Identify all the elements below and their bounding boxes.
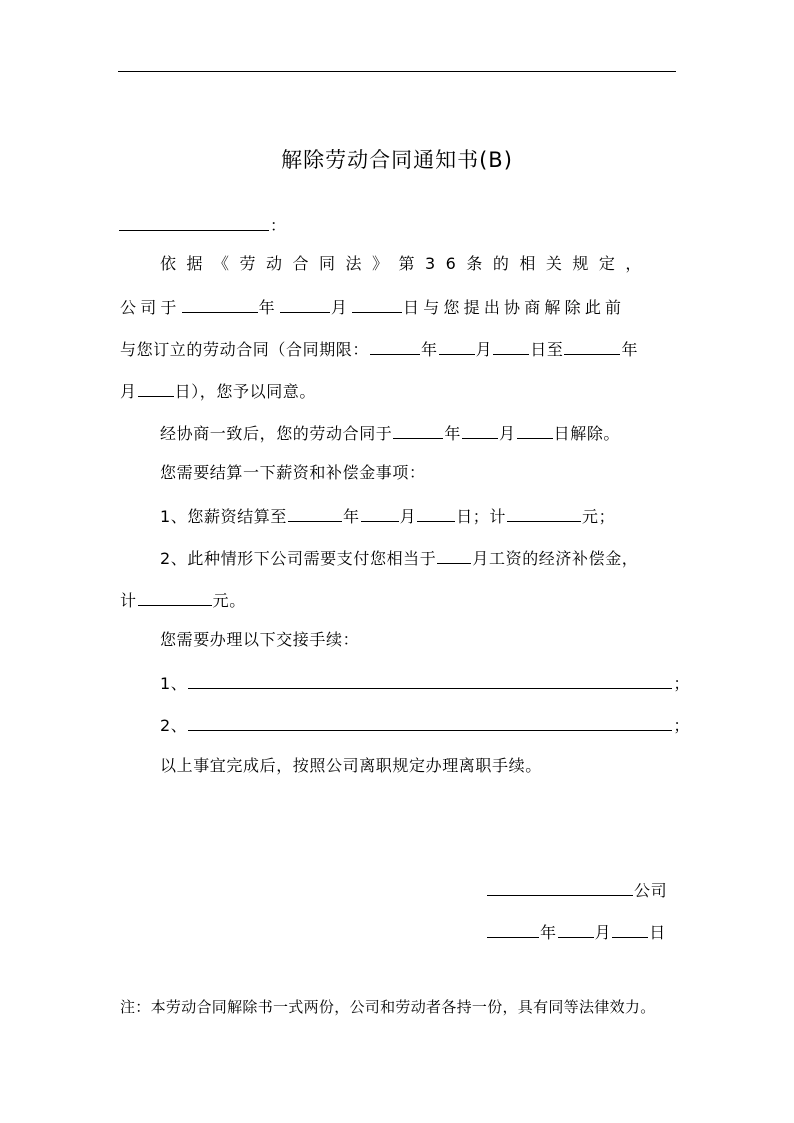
blank-sign-month[interactable] <box>558 921 594 938</box>
addressee-line[interactable]: ： <box>118 214 287 236</box>
blank-agree-month[interactable] <box>280 296 330 313</box>
item2-amount-line: 计 元。 <box>120 591 246 610</box>
blank-term-start-year[interactable] <box>370 338 420 355</box>
blank-term-start-day[interactable] <box>493 338 529 355</box>
blank-termination-month[interactable] <box>462 422 498 439</box>
para3-settlement-heading: 您需要结算一下薪资和补偿金事项： <box>160 463 426 482</box>
blank-handover-2[interactable] <box>188 714 672 731</box>
addressee-blank[interactable] <box>119 214 269 231</box>
blank-compensation-amount[interactable] <box>138 589 212 606</box>
blank-termination-day[interactable] <box>517 422 553 439</box>
blank-handover-1[interactable] <box>188 672 672 689</box>
blank-salary-amount[interactable] <box>507 505 581 522</box>
para1-line4: 月 日），您予以同意。 <box>120 382 317 401</box>
blank-sign-day[interactable] <box>612 921 648 938</box>
handover-item-2: 2、 ； <box>160 716 690 735</box>
blank-agree-day[interactable] <box>352 296 402 313</box>
signature-company: 公司 <box>486 879 667 901</box>
para1-line3: 与您订立的劳动合同（合同期限： 年 月 日至 年 <box>120 340 639 359</box>
para2-termination-date: 经协商一致后，您的劳动合同于 年 月 日解除。 <box>160 424 621 443</box>
blank-term-end-month[interactable] <box>138 380 174 397</box>
para5-closing: 以上事宜完成后，按照公司离职规定办理离职手续。 <box>160 756 542 775</box>
blank-compensation-months[interactable] <box>437 547 471 564</box>
para1-line2: 公司于 年 月 日与您提出协商解除此前 <box>120 298 626 317</box>
blank-salary-year[interactable] <box>288 505 342 522</box>
header-rule <box>118 71 676 72</box>
item1-salary-settlement: 1、您薪资结算至 年 月 日；计 元； <box>160 507 616 526</box>
blank-termination-year[interactable] <box>393 422 443 439</box>
signature-date: 年 月 日 <box>486 921 666 943</box>
document-title: 解除劳动合同通知书(B) <box>281 148 513 172</box>
para1-line1: 依据《劳动合同法》第36条的相关规定， <box>160 254 652 273</box>
blank-sign-year[interactable] <box>487 921 539 938</box>
blank-salary-month[interactable] <box>361 505 399 522</box>
blank-term-end-year[interactable] <box>564 338 620 355</box>
blank-company-name[interactable] <box>487 879 633 896</box>
para4-handover-heading: 您需要办理以下交接手续： <box>160 630 360 649</box>
item2-compensation: 2、此种情形下公司需要支付您相当于 月工资的经济补偿金， <box>160 549 639 568</box>
blank-agree-year[interactable] <box>182 296 258 313</box>
blank-salary-day[interactable] <box>417 505 455 522</box>
blank-term-start-month[interactable] <box>439 338 475 355</box>
footnote: 注：本劳动合同解除书一式两份，公司和劳动者各持一份，具有同等法律效力。 <box>120 998 656 1016</box>
handover-item-1: 1、 ； <box>160 674 690 693</box>
